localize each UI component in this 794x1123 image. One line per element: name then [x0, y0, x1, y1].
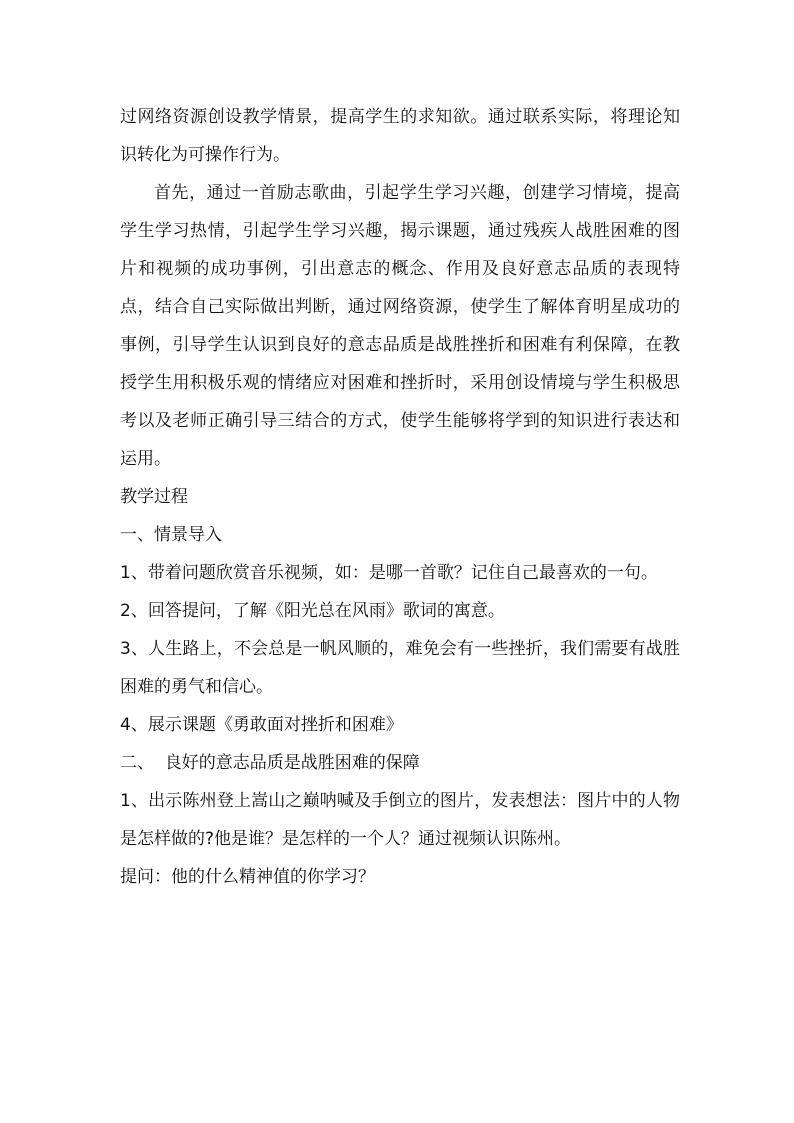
- question-line: 提问：他的什么精神值的你学习？: [120, 867, 375, 887]
- section-heading-scene-intro: 一、情景导入: [120, 525, 222, 545]
- section-heading-willpower: 二、 良好的意志品质是战胜困难的保障: [120, 753, 420, 773]
- document-body: [120, 98, 680, 896]
- paragraph-intro-continuation: 过网络资源创设教学情景，提高学生的求知欲。通过联系实际，将理论知识转化为可操作行为。: [120, 107, 680, 165]
- paragraph-first-method: 首先，通过一首励志歌曲，引起学生学习兴趣，创建学习情境，提高学生学习热情，引起学生学习兴趣，揭示课题，通过残疾人战胜困难的图片和视频的成功事例，引出意志的概念、作用及良好意志品质的表现特点，结合自己实际做出判断，通过网络资源，使学生了解体育明星成功的事例，引导学生认识到良好的意志品质是战胜挫折和困难有利保障，在教授学生用积极乐观的情绪应对困难和挫折时，采用创设情境与学生积极思考以及老师正确引导三结合的方式，使学生能够将学到的知识进行表达和运用。: [120, 183, 680, 469]
- list-item-4: 4、展示课题《勇敢面对挫折和困难》: [120, 715, 403, 735]
- section-heading-teaching-process: 教学过程: [120, 487, 188, 507]
- list-item-3: 3、人生路上，不会总是一帆风顺的，难免会有一些挫折，我们需要有战胜 困难的勇气和信心。: [120, 639, 680, 697]
- list-item-2: 2、回答提问，了解《阳光总在风雨》歌词的寓意。: [120, 601, 505, 621]
- list-item-chenzhou: 1、出示陈州登上嵩山之巅呐喊及手倒立的图片，发表想法：图片中的人物是怎样做的?他是谁？是怎样的一个人？通过视频认识陈州。: [120, 791, 680, 849]
- list-item-1: 1、带着问题欣赏音乐视频，如：是哪一首歌？记住自己最喜欢的一句。: [120, 563, 658, 583]
